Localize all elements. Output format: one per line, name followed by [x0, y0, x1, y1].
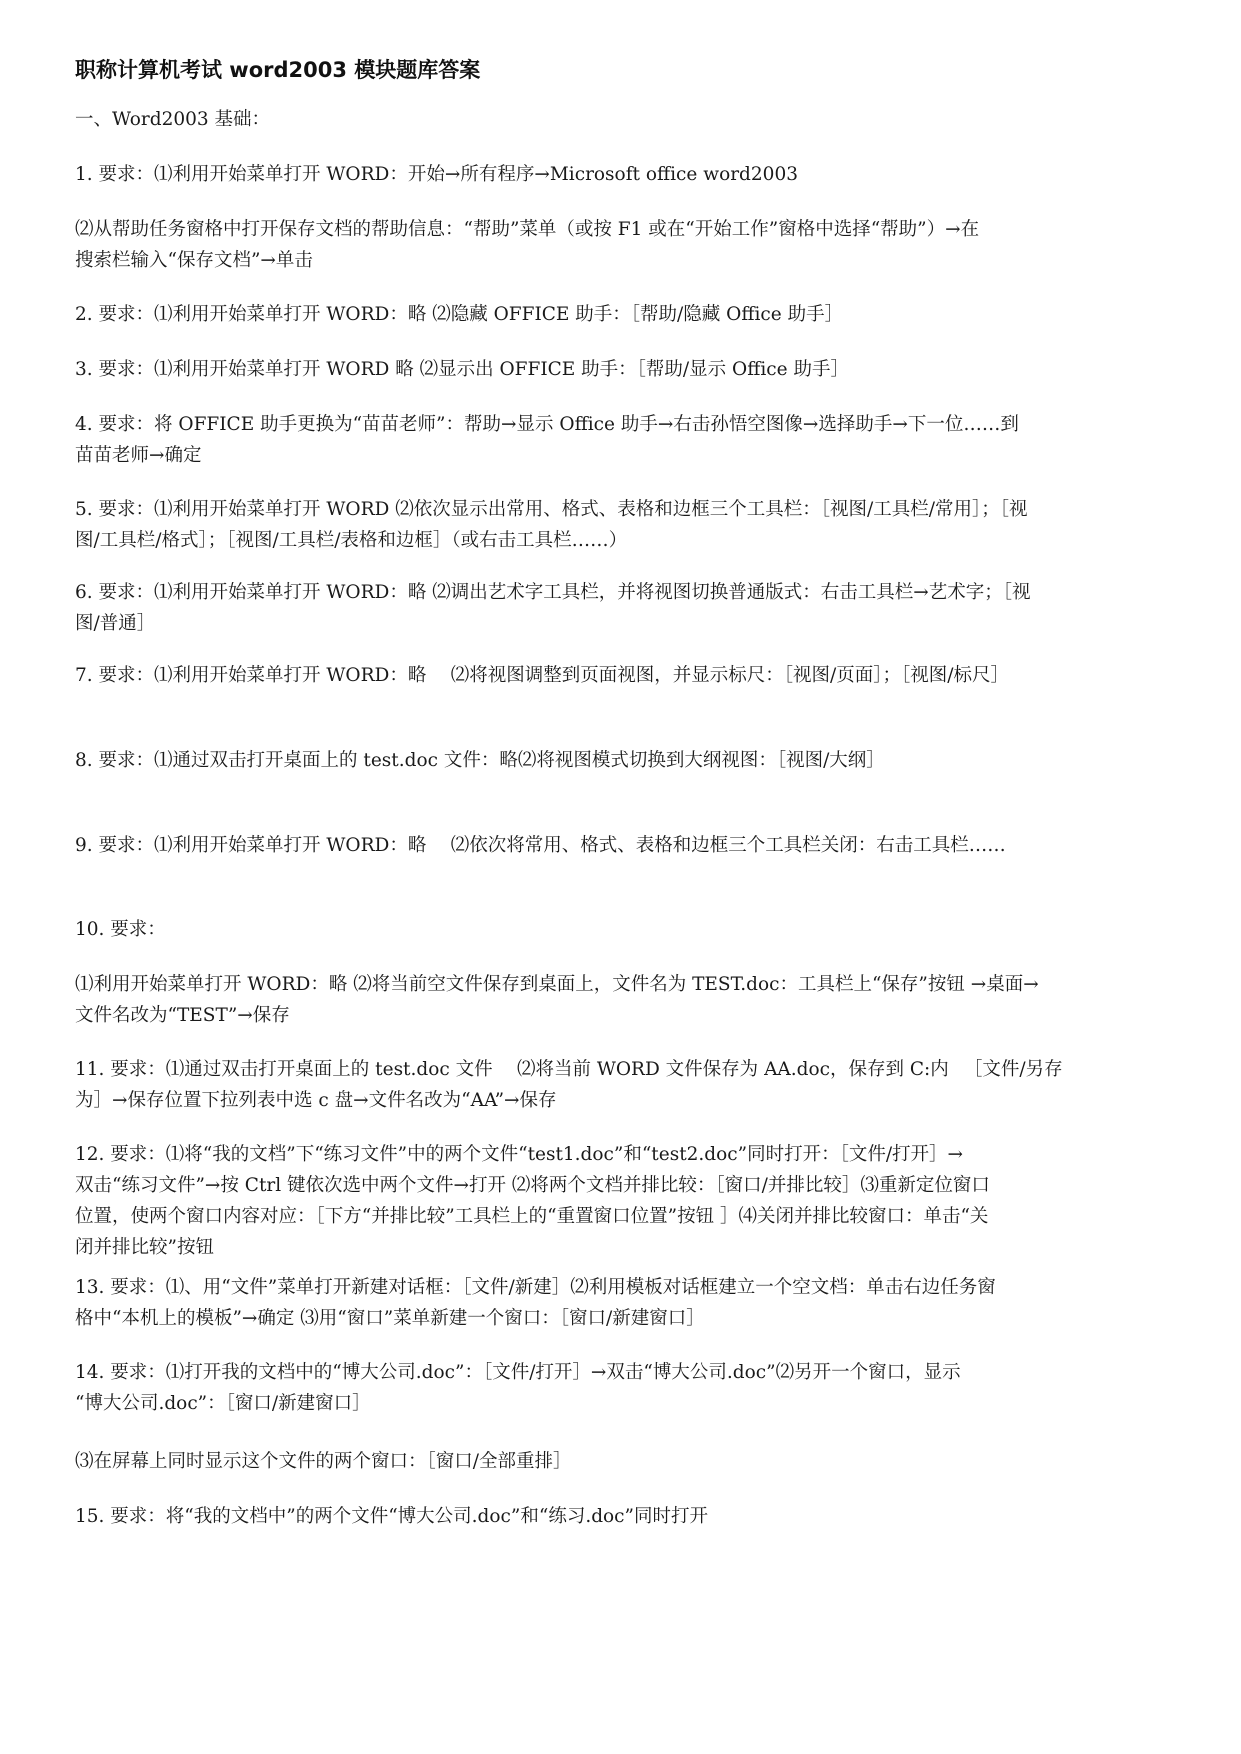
paragraph-line: ⑴利用开始菜单打开 WORD：略 ⑵将当前空文件保存到桌面上，文件名为 TEST.doc：工具栏上“保存”按钮 →桌面→ [75, 974, 1039, 995]
paragraph-line: 图/工具栏/格式］；［视图/工具栏/表格和边框］（或右击工具栏……） [75, 530, 628, 551]
paragraph-line: 7. 要求：⑴利用开始菜单打开 WORD：略 ⑵将视图调整到页面视图，并显示标尺：［视图/页面］；［视图/标尺］ [75, 665, 1009, 686]
paragraph [75, 299, 1200, 330]
paragraph [75, 214, 1200, 276]
paragraph-line: 文件名改为“TEST”→保存 [75, 1005, 290, 1026]
paragraph [75, 159, 1200, 190]
paragraph-line: 图/普通］ [75, 613, 156, 634]
paragraph [75, 1139, 1200, 1263]
paragraph [75, 745, 1200, 776]
paragraph-line: ⑵从帮助任务窗格中打开保存文档的帮助信息：“帮助”菜单（或按 F1 或在“开始工作”窗格中选择“帮助”）→在 [75, 219, 980, 240]
paragraph-line: 1. 要求：⑴利用开始菜单打开 WORD：开始→所有程序→Microsoft office word2003 [75, 164, 798, 185]
paragraph-line: 6. 要求：⑴利用开始菜单打开 WORD：略 ⑵调出艺术字工具栏，并将视图切换普通版式：右击工具栏→艺术字；［视 [75, 582, 1031, 603]
paragraph [75, 1357, 1200, 1419]
paragraph-line: 14. 要求：⑴打开我的文档中的“博大公司.doc”：［文件/打开］→双击“博大公司.doc”⑵另开一个窗口，显示 [75, 1362, 961, 1383]
paragraph [75, 354, 1200, 385]
paragraph-line: 双击“练习文件”→按 Ctrl 键依次选中两个文件→打开 ⑵将两个文档并排比较：［窗口/并排比较］⑶重新定位窗口 [75, 1175, 990, 1196]
paragraph-line: 12. 要求：⑴将“我的文档”下“练习文件”中的两个文件“test1.doc”和“test2.doc”同时打开：［文件/打开］→ [75, 1144, 964, 1165]
paragraph [75, 1501, 1200, 1532]
paragraph-line: 一、Word2003 基础： [75, 109, 271, 130]
paragraph-line: 11. 要求：⑴通过双击打开桌面上的 test.doc 文件 ⑵将当前 WORD 文件保存为 AA.doc，保存到 C:内 ［文件/另存 [75, 1059, 1063, 1080]
paragraph-line: 位置，使两个窗口内容对应：［下方“并排比较”工具栏上的“重置窗口位置”按钮 ］⑷关闭并排比较窗口：单击“关 [75, 1206, 989, 1227]
paragraph [75, 969, 1200, 1031]
paragraph-line: 4. 要求：将 OFFICE 助手更换为“苗苗老师”：帮助→显示 Office 助手→右击孙悟空图像→选择助手→下一位……到 [75, 414, 1019, 435]
paragraph-line: 9. 要求：⑴利用开始菜单打开 WORD：略 ⑵依次将常用、格式、表格和边框三个工具栏关闭：右击工具栏…… [75, 835, 1006, 856]
paragraph [75, 577, 1200, 639]
paragraph-line: 搜索栏输入“保存文档”→单击 [75, 250, 313, 271]
paragraph [75, 104, 1200, 135]
paragraph-line: 3. 要求：⑴利用开始菜单打开 WORD 略 ⑵显示出 OFFICE 助手：［帮助/显示 Office 助手］ [75, 359, 849, 380]
paragraph [75, 1054, 1200, 1116]
paragraph-line: 闭并排比较”按钮 [75, 1237, 214, 1258]
paragraph-line: 格中“本机上的模板”→确定 ⑶用“窗口”菜单新建一个窗口：［窗口/新建窗口］ [75, 1308, 705, 1329]
paragraph [75, 494, 1200, 556]
paragraph-line: 8. 要求：⑴通过双击打开桌面上的 test.doc 文件：略⑵将视图模式切换到大纲视图：［视图/大纲］ [75, 750, 885, 771]
paragraph-line: 10. 要求： [75, 919, 166, 940]
paragraph-line: 为］→保存位置下拉列表中选 c 盘→文件名改为“AA”→保存 [75, 1090, 557, 1111]
paragraph-line: “博大公司.doc”：［窗口/新建窗口］ [75, 1393, 371, 1414]
paragraph-line: 15. 要求：将“我的文档中”的两个文件“博大公司.doc”和“练习.doc”同时打开 [75, 1506, 708, 1527]
paragraph-line: ⑶在屏幕上同时显示这个文件的两个窗口：［窗口/全部重排］ [75, 1451, 572, 1472]
paragraph [75, 830, 1200, 861]
paragraph [75, 1272, 1200, 1334]
paragraph-line: 苗苗老师→确定 [75, 445, 202, 466]
paragraph [75, 914, 1200, 945]
document-title: 职称计算机考试 word2003 模块题库答案 [75, 58, 481, 82]
paragraph-line: 13. 要求：⑴、用“文件”菜单打开新建对话框：［文件/新建］⑵利用模板对话框建立一个空文档：单击右边任务窗 [75, 1277, 996, 1298]
paragraph [75, 409, 1200, 471]
paragraph [75, 660, 1200, 691]
paragraph-line: 5. 要求：⑴利用开始菜单打开 WORD ⑵依次显示出常用、格式、表格和边框三个工具栏：［视图/工具栏/常用］；［视 [75, 499, 1028, 520]
paragraph-line: 2. 要求：⑴利用开始菜单打开 WORD：略 ⑵隐藏 OFFICE 助手：［帮助/隐藏 Office 助手］ [75, 304, 844, 325]
paragraph [75, 1446, 1200, 1477]
